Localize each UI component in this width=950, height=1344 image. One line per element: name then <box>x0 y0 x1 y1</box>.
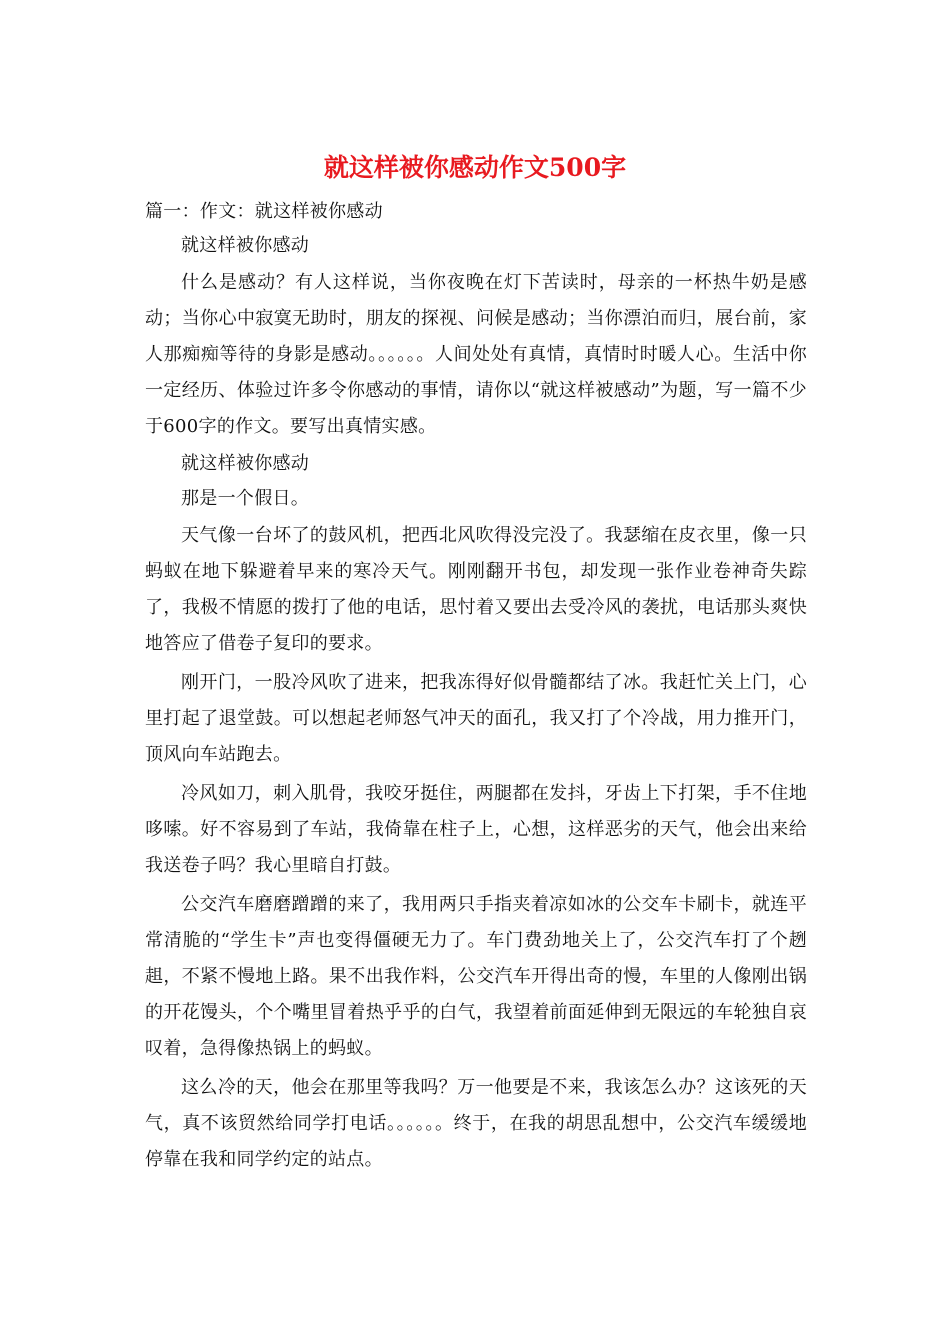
body-paragraph: 这么冷的天，他会在那里等我吗？万一他要是不来，我该怎么办？这该死的天气，真不该贸然给同学打电话。。。。。。终于，在我的胡思乱想中，公交汽车缓缓地停靠在我和同学约定的站点。 <box>145 1077 807 1170</box>
prompt-paragraph: 什么是感动？有人这样说，当你夜晚在灯下苦读时，母亲的一杯热牛奶是感动；当你心中寂寞无助时，朋友的探视、问候是感动；当你漂泊而归，展台前，家人那痴痴等待的身影是感动。。。。。。人间处处有真情，真情时时暖人心。生活中你一定经历、体验过许多令你感动的事情，请你以“就这样被感动”为题，写一篇不少于600字的作文。要写出真情实感。 <box>145 272 807 437</box>
document-title: 就这样被你感动作文500字 <box>323 153 627 182</box>
body-paragraph: 刚开门，一股冷风吹了进来，把我冻得好似骨髓都结了冰。我赶忙关上门，心里打起了退堂鼓。可以想起老师怒气冲天的面孔，我又打了个冷战，用力推开门，顶风向车站跑去。 <box>145 672 807 765</box>
body-paragraph: 公交汽车磨磨蹭蹭的来了，我用两只手指夹着凉如冰的公交车卡刷卡，就连平常清脆的“学生卡”声也变得僵硬无力了。车门费劲地关上了，公交汽车打了个趔趄，不紧不慢地上路。果不出我作料，公交汽车开得出奇的慢，车里的人像刚出锅的开花馒头，个个嘴里冒着热乎乎的白气，我望着前面延伸到无限远的车轮独自哀叹着，急得像热锅上的蚂蚁。 <box>145 894 807 1059</box>
section-label: 篇一：作文：就这样被你感动 <box>145 201 383 222</box>
essay-subtitle: 就这样被你感动 <box>181 235 310 256</box>
opening-line: 那是一个假日。 <box>181 488 310 509</box>
document-body <box>145 196 807 1181</box>
body-paragraph: 天气像一台坏了的鼓风机，把西北风吹得没完没了。我瑟缩在皮衣里，像一只蚂蚁在地下躲避着早来的寒冷天气。刚刚翻开书包，却发现一张作业卷神奇失踪了，我极不情愿的拨打了他的电话，思忖着又要出去受冷风的袭扰，电话那头爽快地答应了借卷子复印的要求。 <box>145 525 807 654</box>
body-paragraph: 冷风如刀，刺入肌骨，我咬牙挺住，两腿都在发抖，牙齿上下打架，手不住地哆嗦。好不容易到了车站，我倚靠在柱子上，心想，这样恶劣的天气，他会出来给我送卷子吗？我心里暗自打鼓。 <box>145 783 807 876</box>
essay-title: 就这样被你感动 <box>181 453 310 474</box>
